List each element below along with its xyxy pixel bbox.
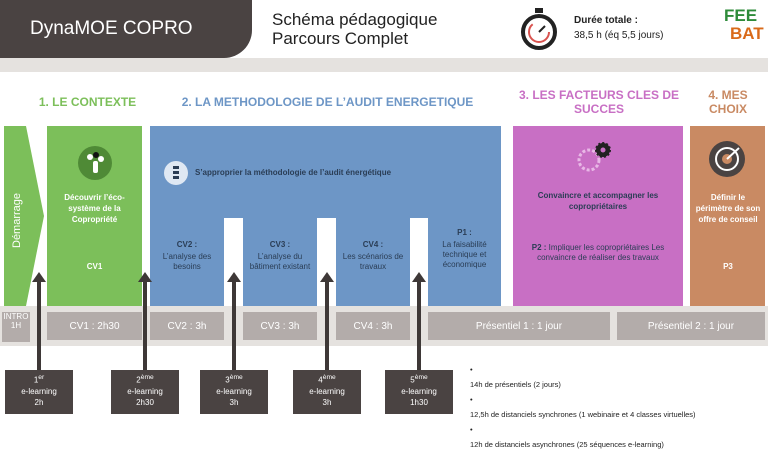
elearning-1-num: 1 [33,375,39,385]
logo-top: FEE [724,6,758,25]
arrow-line-3 [232,281,236,370]
elearning-4-num: 4 [318,375,323,385]
success-factors-text-line: Convaincre et accompagner les copropriétaires [537,191,659,211]
section-title-context: 1. LE CONTEXTE [38,95,137,109]
bullet-item: • 12,5h de distanciels synchrones (1 webinaire et 4 classes virtuelles) [470,392,766,422]
section-title-success-factors: 3. LES FACTEURS CLES DE SUCCES [518,88,680,116]
arrow-line-4 [325,281,329,370]
subtitle-line2: Parcours Complet [272,29,409,48]
header-band [0,58,768,72]
bullet-text-3: 12h de distanciels asynchrones (25 séquences e-learning) [470,440,664,449]
hand-touch-icon [77,145,113,181]
section-title-methodology: 2. LA METHODOLOGIE DE L’AUDIT ENERGETIQUE [181,95,474,109]
gears-icon [575,140,615,174]
target-icon [708,140,746,178]
elearning-3-sup: ème [229,374,243,381]
elearning-5-duration: 1h30 [410,397,428,407]
p2-code: P2 : [531,243,547,252]
p2-text: Impliquer les copropriétaires Les convaincre de réaliser des travaux [537,243,665,262]
elearning-1-label: e-learning [21,386,57,396]
bullet-item: • 14h de présentiels (2 jours) [470,362,766,392]
elearning-5-label: e-learning [401,386,437,396]
p2-block [518,243,678,263]
elearning-3-label: e-learning [216,386,252,396]
timeline-intro [2,312,30,342]
elearning-2-label: e-learning [127,386,163,396]
timeline-intro-label: INTRO 1H [3,312,29,330]
stopwatch-icon [516,6,562,52]
p1-code: P1 : [457,228,472,237]
timeline-cv3: CV3 : 3h [243,312,317,340]
bullet-item: • 12h de distanciels asynchrones (25 séquences e-learning) [470,422,766,452]
arrow-line-5 [417,281,421,370]
p1-text: La faisabilité technique et économique [442,240,487,269]
timeline-presentiel-2: Présentiel 2 : 1 jour [617,312,765,340]
elearning-3-duration: 3h [229,397,239,407]
elearning-1-duration: 2h [34,397,44,407]
elearning-box-3 [200,370,268,414]
methodology-header: S’approprier la méthodologie de l’audit énergétique [195,168,392,177]
duration-label: Durée totale : [574,15,638,26]
context-block-text: Découvrir l’éco-système de la Copropriété [64,193,125,224]
context-block-code: CV1 [86,262,103,271]
choices-text: Définir le périmètre de son offre de conseil [695,193,761,224]
arrow-line-1 [37,281,41,370]
cv4-text: Les scénarios de travaux [342,252,404,271]
choices-code: P3 [723,262,733,271]
bullet-text-1: 14h de présentiels (2 jours) [470,380,561,389]
methodology-icon [163,160,189,186]
elearning-3-num: 3 [225,375,230,385]
elearning-5-sup: ème [414,374,428,381]
elearning-4-sup: ème [322,374,336,381]
demarrage-label: Démarrage [11,192,23,248]
bullet-text-2: 12,5h de distanciels synchrones (1 webinaire et 4 classes virtuelles) [470,410,696,419]
cv3-code: CV3 : [269,240,291,249]
elearning-5-num: 5 [410,375,415,385]
timeline-cv1: CV1 : 2h30 [47,312,142,340]
timeline-cv2: CV2 : 3h [150,312,224,340]
elearning-4-duration: 3h [322,397,332,407]
duration-value: 38,5 h (éq 5,5 jours) [574,30,664,41]
cv2-code: CV2 : [176,240,198,249]
arrow-line-2 [143,281,147,370]
elearning-1-sup: er [38,374,45,381]
summary-bullets [470,362,766,452]
elearning-2-sup: ème [140,374,154,381]
cv2-text: L’analyse des besoins [162,252,212,271]
elearning-box-1 [5,370,73,414]
timeline-cv4: CV4 : 3h [336,312,410,340]
cv3-text: L’analyse du bâtiment existant [249,252,311,271]
elearning-4-label: e-learning [309,386,345,396]
timeline-presentiel-1: Présentiel 1 : 1 jour [428,312,610,340]
cv4-code: CV4 : [362,240,384,249]
elearning-2-num: 2 [136,375,141,385]
success-factors-text [518,190,678,212]
logo-bottom: BAT [730,24,764,43]
subtitle-line1: Schéma pédagogique [272,10,438,29]
elearning-2-duration: 2h30 [136,397,154,407]
page-title: DynaMOE COPRO [0,0,252,58]
elearning-box-2 [111,370,179,414]
elearning-box-4 [293,370,361,414]
elearning-box-5 [385,370,453,414]
section-title-choices: 4. MES CHOIX [708,88,748,116]
